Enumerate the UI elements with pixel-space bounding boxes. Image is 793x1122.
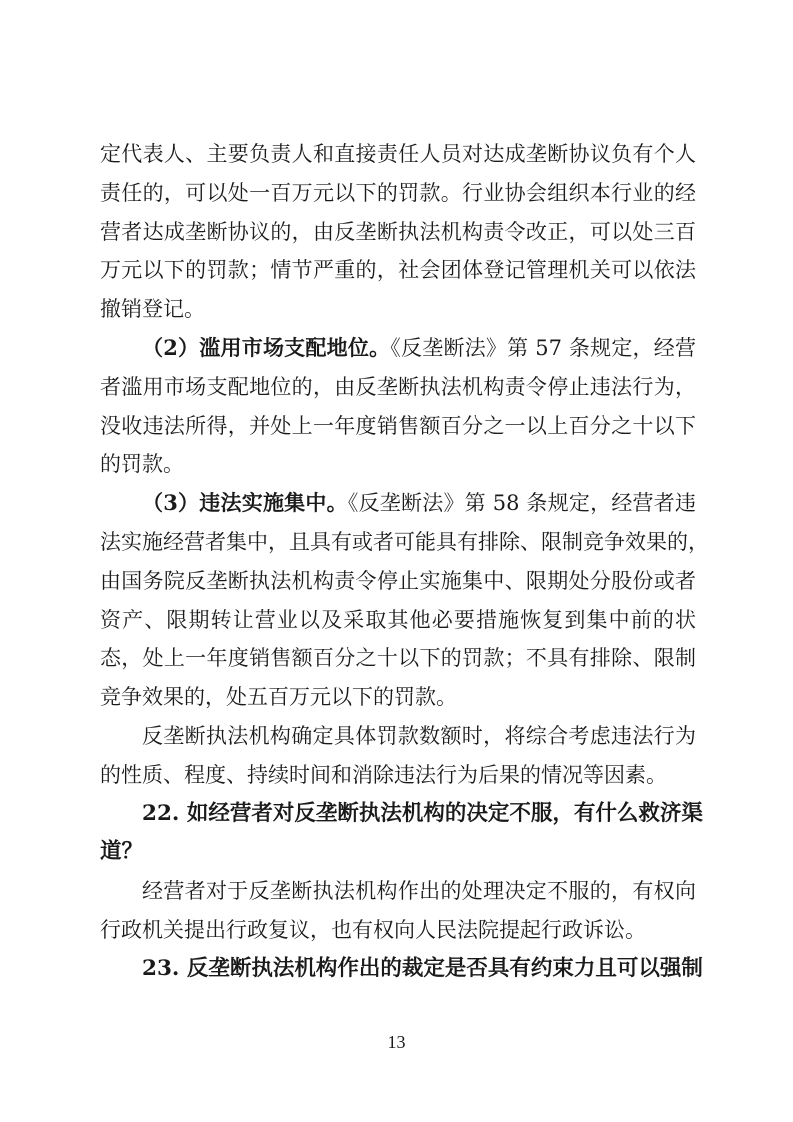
- section-lead-abuse-dominance: （2）滥用市场支配地位。: [142, 334, 391, 360]
- paragraph-line: 者滥用市场支配地位的，由反垄断执法机构责令停止违法行为，: [100, 374, 696, 399]
- paragraph-first-line: 经营者对于反垄断执法机构作出的处理决定不服的，有权向: [142, 879, 696, 904]
- section-lead-illegal-concentration: （3）违法实施集中。: [142, 490, 348, 516]
- paragraph-line: 由国务院反垄断执法机构责令停止实施集中、限期处分股份或者: [100, 568, 696, 593]
- paragraph-line: 资产、限期转让营业以及采取其他必要措施恢复到集中前的状: [100, 607, 696, 632]
- paragraph-first-line: [100, 484, 696, 523]
- paragraph-line: 的性质、程度、持续时间和消除违法行为后果的情况等因素。: [100, 762, 667, 787]
- paragraph-line: 态，处上一年度销售额百分之十以下的罚款；不具有排除、限制: [100, 646, 696, 671]
- question-heading: 道？: [100, 839, 144, 865]
- paragraph-text: 《反垄断法》第 57 条规定，经营: [390, 335, 696, 360]
- paragraph-line: 万元以下的罚款；情节严重的，社会团体登记管理机关可以依法: [100, 258, 696, 283]
- paragraph-first-line: 反垄断执法机构确定具体罚款数额时，将综合考虑违法行为: [142, 723, 696, 748]
- paragraph-text: 《反垄断法》第 58 条规定，经营者违: [347, 491, 696, 516]
- paragraph-line: 的罚款。: [100, 452, 184, 477]
- page-body: [100, 135, 709, 989]
- paragraph-line: 营者达成垄断协议的，由反垄断执法机构责令改正，可以处三百: [100, 219, 696, 244]
- question-heading: 23. 反垄断执法机构作出的裁定是否具有约束力且可以强制: [142, 955, 703, 981]
- paragraph-line: 定代表人、主要负责人和直接责任人员对达成垄断协议负有个人: [100, 142, 696, 166]
- paragraph-line: 责任的，可以处一百万元以下的罚款。行业协会组织本行业的经: [100, 180, 696, 205]
- paragraph-line: 法实施经营者集中，且具有或者可能具有排除、限制竞争效果的，: [100, 529, 709, 554]
- page-number: 13: [387, 1032, 406, 1052]
- paragraph-line: 没收违法所得，并处上一年度销售额百分之一以上百分之十以下: [100, 413, 696, 438]
- paragraph-line: 竞争效果的，处五百万元以下的罚款。: [100, 685, 457, 710]
- paragraph-first-line: [100, 329, 696, 368]
- paragraph-line: 撤销登记。: [100, 297, 205, 322]
- question-heading: 22. 如经营者对反垄断执法机构的决定不服，有什么救济渠: [142, 800, 703, 826]
- paragraph-line: 行政机关提出行政复议，也有权向人民法院提起行政诉讼。: [100, 917, 646, 942]
